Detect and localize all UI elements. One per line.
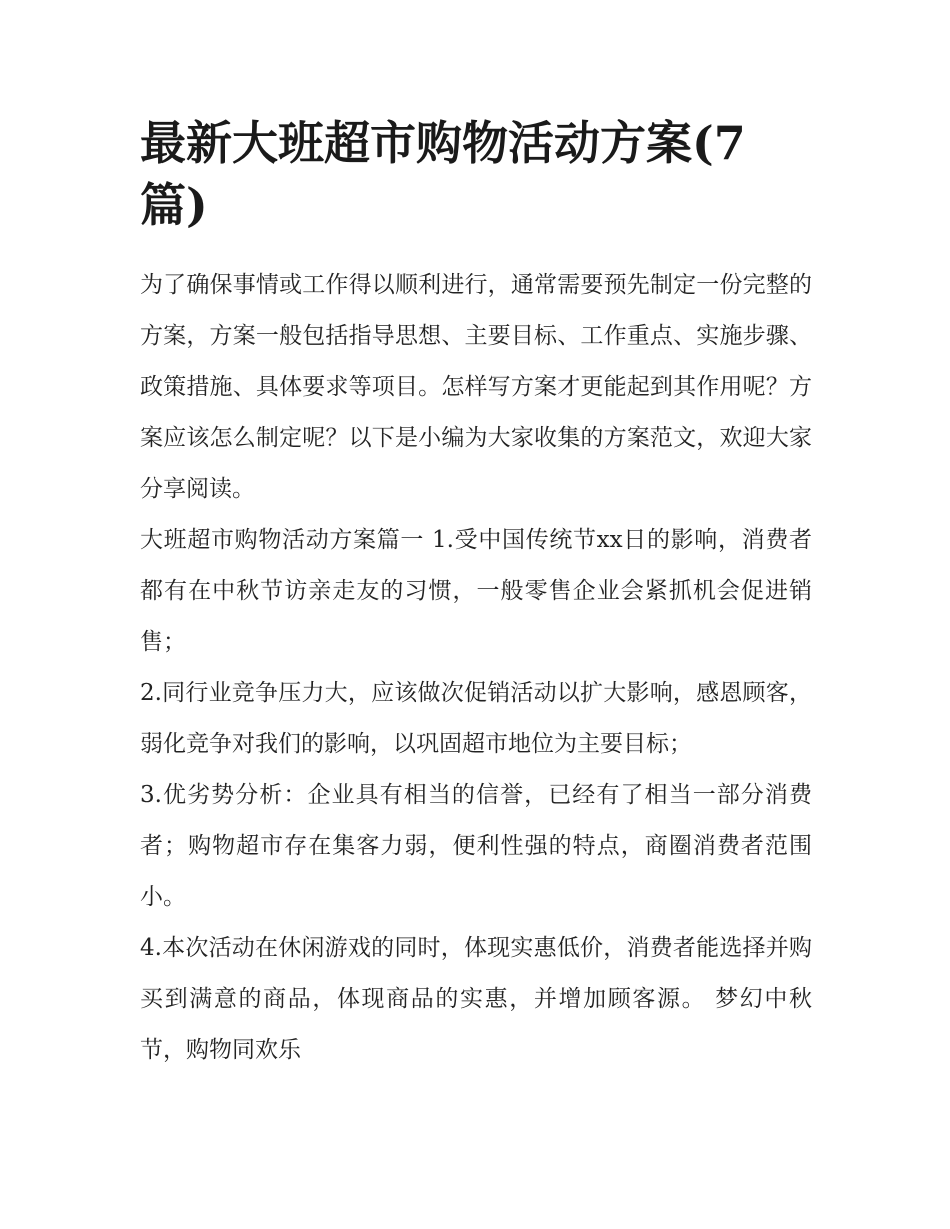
body-paragraph: 大班超市购物活动方案篇一 1.受中国传统节xx日的影响，消费者都有在中秋节访亲走友的习惯，一般零售企业会紧抓机会促进销售；: [140, 527, 812, 655]
body-paragraph: 2.同行业竞争压力大，应该做次促销活动以扩大影响，感恩顾客，弱化竞争对我们的影响，以巩固超市地位为主要目标；: [140, 680, 812, 757]
body-paragraph: 4.本次活动在休闲游戏的同时，体现实惠低价，消费者能选择并购买到满意的商品，体现商品的实惠，并增加顾客源。 梦幻中秋节，购物同欢乐: [140, 935, 812, 1063]
document-title: 最新大班超市购物活动方案(7篇): [140, 116, 746, 232]
intro-paragraph: 为了确保事情或工作得以顺利进行，通常需要预先制定一份完整的方案，方案一般包括指导思想、主要目标、工作重点、实施步骤、政策措施、具体要求等项目。怎样写方案才更能起到其作用呢？方案应该怎么制定呢？以下是小编为大家收集的方案范文，欢迎大家分享阅读。: [140, 272, 812, 502]
body-paragraph: 3.优劣势分析：企业具有相当的信誉，已经有了相当一部分消费者；购物超市存在集客力弱，便利性强的特点，商圈消费者范围小。: [140, 782, 812, 910]
